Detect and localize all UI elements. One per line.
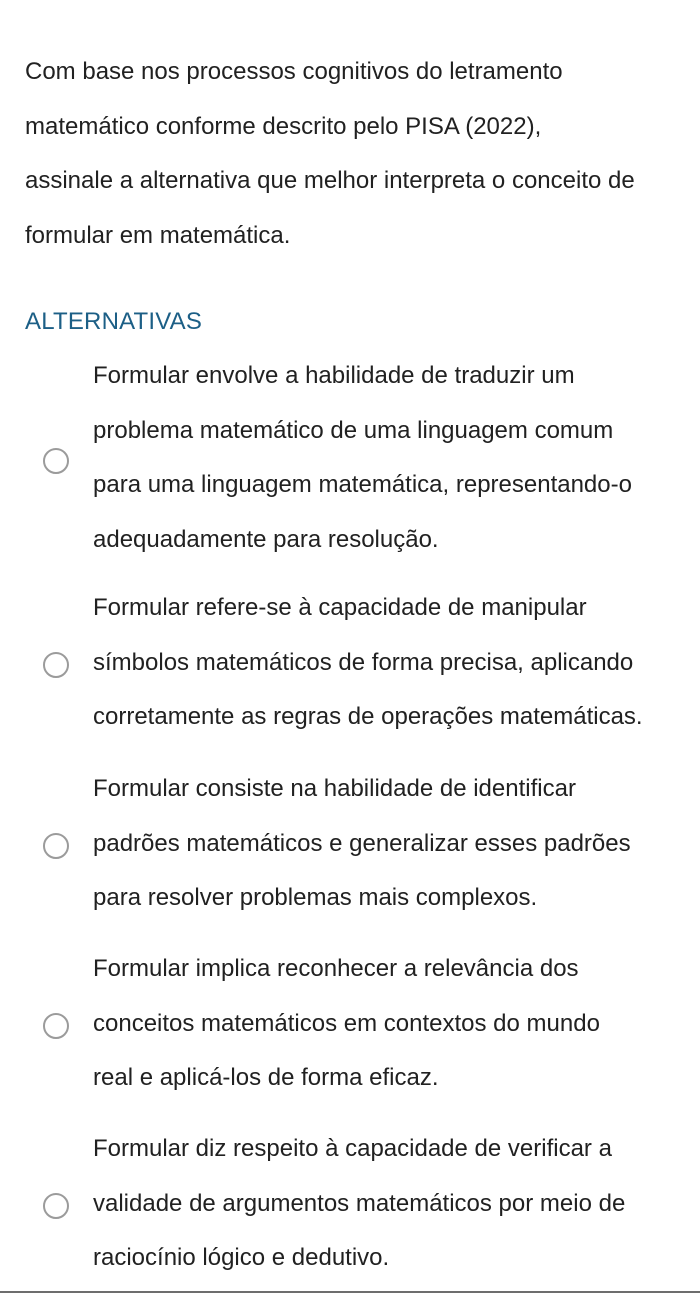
option-1-text[interactable]: Formular envolve a habilidade de traduzir um problema matemático de uma linguagem comum para uma linguagem matemática, representando-o adequadamente para resolução. (93, 362, 632, 553)
option-4-text[interactable]: Formular implica reconhecer a relevância dos conceitos matemáticos em contextos do mundo real e aplicá-los de forma eficaz. (93, 955, 600, 1091)
alternatives-heading: ALTERNATIVAS (25, 308, 203, 335)
radio-button-1[interactable] (43, 448, 69, 474)
radio-button-4[interactable] (43, 1013, 69, 1039)
radio-button-3[interactable] (43, 833, 69, 859)
radio-button-2[interactable] (43, 652, 69, 678)
option-5-text[interactable]: Formular diz respeito à capacidade de verificar a validade de argumentos matemáticos por meio de raciocínio lógico e dedutivo. (93, 1135, 626, 1271)
radio-button-5[interactable] (43, 1193, 69, 1219)
question-text: Com base nos processos cognitivos do letramento matemático conforme descrito pelo PISA (2022), assinale a alternativa que melhor interpreta o conceito de formular em matemática. (25, 58, 635, 249)
option-3-text[interactable]: Formular consiste na habilidade de identificar padrões matemáticos e generalizar esses padrões para resolver problemas mais complexos. (93, 775, 631, 911)
option-2-text[interactable]: Formular refere-se à capacidade de manipular símbolos matemáticos de forma precisa, aplicando corretamente as regras de operações matemáticas. (93, 594, 643, 730)
